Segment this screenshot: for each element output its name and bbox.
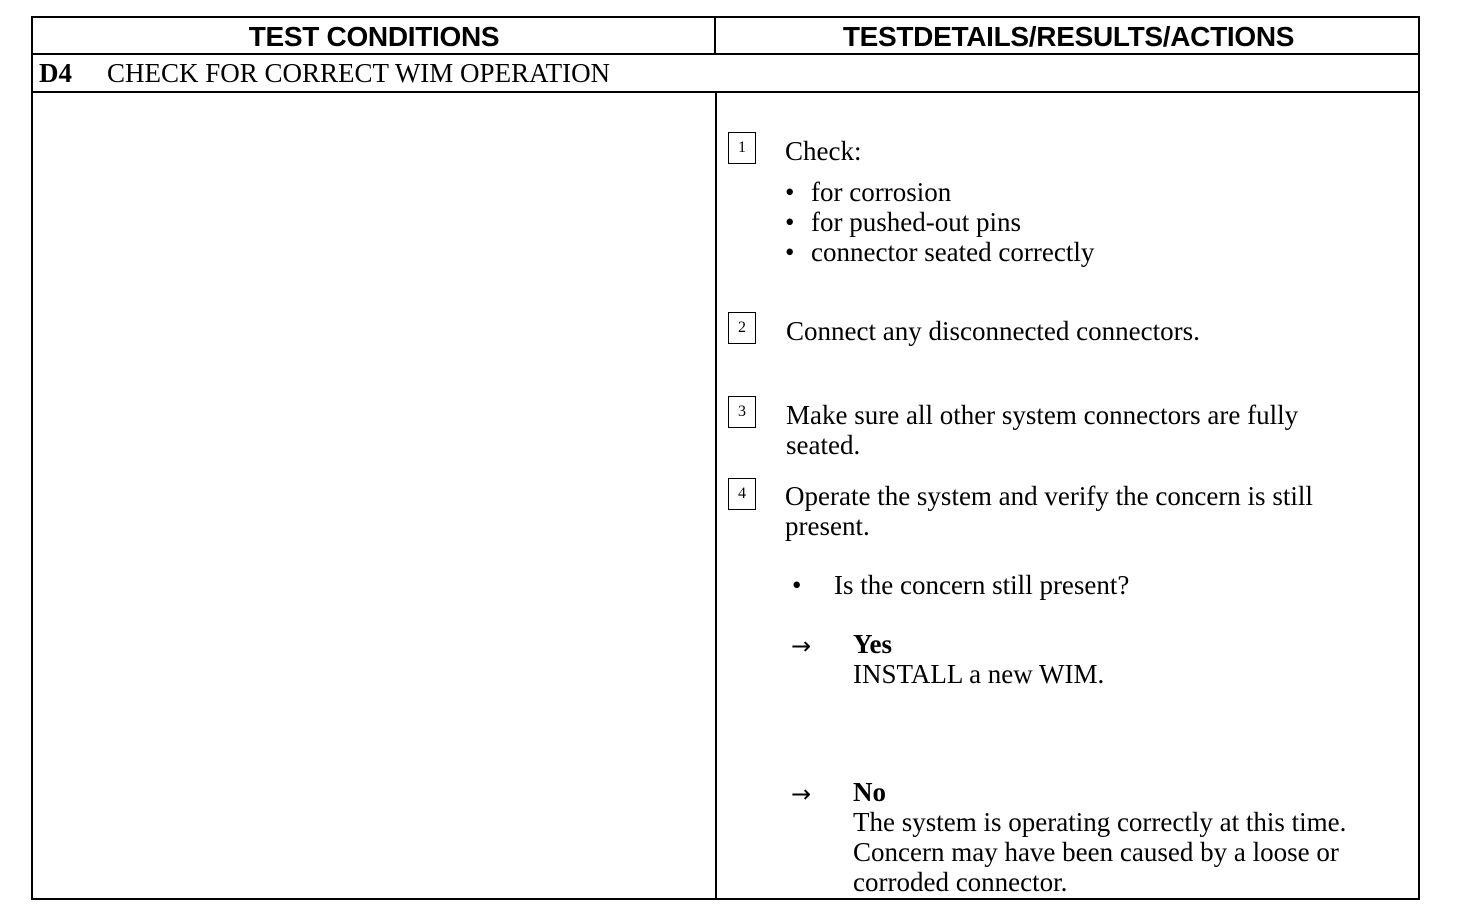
no-action-line1: The system is operating correctly at this time. bbox=[853, 807, 1347, 837]
yes-label: Yes bbox=[853, 629, 892, 659]
step-number-box-1: 1 bbox=[728, 132, 756, 164]
step-2-text: Connect any disconnected connectors. bbox=[786, 316, 1200, 346]
step-1-text: Check: bbox=[785, 136, 862, 166]
bullet-item: • for corrosion bbox=[785, 177, 952, 207]
no-label: No bbox=[853, 777, 886, 807]
step-number-box-3: 3 bbox=[728, 396, 756, 428]
test-conditions-header: TEST CONDITIONS bbox=[248, 21, 500, 52]
yes-arrow-icon: → bbox=[791, 632, 812, 660]
step-3-text-line1: Make sure all other system connectors are fully bbox=[786, 400, 1299, 430]
yes-action: INSTALL a new WIM. bbox=[853, 659, 1105, 689]
step-4-text-line2: present. bbox=[785, 511, 870, 541]
step-number-box-2: 2 bbox=[728, 312, 756, 344]
question-text: Is the concern still present? bbox=[834, 570, 1130, 600]
no-arrow-icon: → bbox=[791, 780, 812, 808]
no-action-line3: corroded connector. bbox=[853, 867, 1068, 897]
bullet-item: • connector seated correctly bbox=[785, 237, 1095, 267]
test-details-header: TESTDETAILS/RESULTS/ACTIONS bbox=[842, 21, 1295, 52]
bullet-item: • for pushed-out pins bbox=[785, 207, 1021, 237]
header-divider bbox=[714, 18, 716, 54]
step-title-row bbox=[39, 55, 610, 91]
title-rule bbox=[33, 91, 1418, 93]
step-code: D4 bbox=[39, 58, 72, 88]
step-title: CHECK FOR CORRECT WIM OPERATION bbox=[107, 58, 611, 88]
question-bullet: • bbox=[792, 570, 802, 600]
step-number-box-4: 4 bbox=[728, 478, 756, 510]
column-divider bbox=[715, 93, 717, 900]
no-action-line2: Concern may have been caused by a loose or bbox=[853, 837, 1339, 867]
step-4-text-line1: Operate the system and verify the concern is still bbox=[785, 481, 1313, 511]
step-3-text-line2: seated. bbox=[786, 430, 861, 460]
diagnostic-table bbox=[31, 16, 1420, 900]
